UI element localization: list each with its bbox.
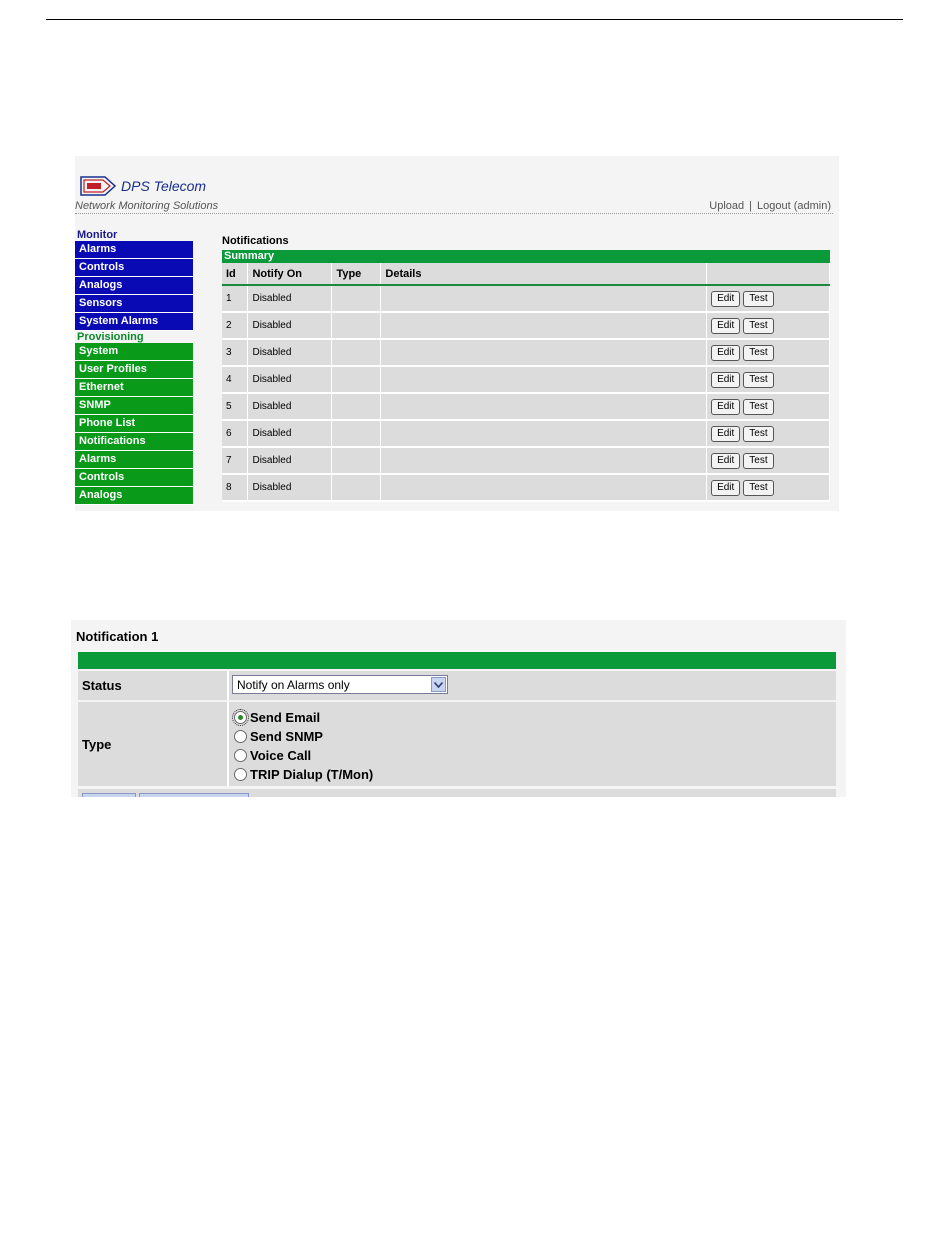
type-option-send-snmp[interactable] [234, 727, 373, 746]
cell-notify-on: Disabled [248, 474, 332, 501]
test-button[interactable]: Test [743, 345, 773, 361]
cell-details [381, 339, 707, 366]
notifications-table [222, 263, 830, 502]
table-row [222, 393, 830, 420]
test-button[interactable]: Test [743, 372, 773, 388]
cell-id: 7 [222, 447, 248, 474]
notification-edit-screenshot [71, 620, 846, 797]
cell-actions [707, 447, 830, 474]
table-row [222, 339, 830, 366]
cell-notify-on: Disabled [248, 420, 332, 447]
edit-button[interactable]: Edit [711, 426, 740, 442]
radio-send-snmp[interactable] [234, 730, 247, 743]
nav-item-prov-ethernet[interactable]: Ethernet [75, 379, 193, 397]
status-select-value: Notify on Alarms only [237, 678, 350, 692]
nav-item-prov-phone-list[interactable]: Phone List [75, 415, 193, 433]
type-option-label: Voice Call [250, 748, 312, 763]
status-row [78, 671, 836, 700]
type-option-label: TRIP Dialup (T/Mon) [250, 767, 374, 782]
cell-type [332, 339, 381, 366]
cell-type [332, 366, 381, 393]
cell-actions [707, 393, 830, 420]
row-divider [227, 702, 229, 786]
nav-item-monitor-system-alarms[interactable]: System Alarms [75, 313, 193, 331]
cell-actions [707, 285, 830, 312]
type-option-trip-dialup[interactable] [234, 765, 373, 784]
cell-details [381, 393, 707, 420]
dps-logo-icon [79, 175, 117, 197]
nav-item-prov-notifications[interactable]: Notifications [75, 433, 193, 451]
table-row [222, 474, 830, 501]
edit-button[interactable]: Edit [711, 345, 740, 361]
cell-details [381, 420, 707, 447]
test-button[interactable]: Test [743, 480, 773, 496]
nav-item-prov-alarms[interactable]: Alarms [75, 451, 193, 469]
nav-item-prov-user-profiles[interactable]: User Profiles [75, 361, 193, 379]
dps-logo [79, 174, 206, 198]
cell-notify-on: Disabled [248, 285, 332, 312]
cell-type [332, 474, 381, 501]
header-links [709, 200, 831, 212]
test-button[interactable]: Test [743, 453, 773, 469]
cell-id: 8 [222, 474, 248, 501]
cell-type [332, 285, 381, 312]
nav-item-monitor-controls[interactable]: Controls [75, 259, 193, 277]
col-header-details: Details [381, 263, 707, 285]
cell-id: 3 [222, 339, 248, 366]
radio-trip-dialup[interactable] [234, 768, 247, 781]
test-button[interactable]: Test [743, 426, 773, 442]
header-divider [75, 213, 833, 214]
nav-item-prov-analogs[interactable]: Analogs [75, 487, 193, 505]
cell-notify-on: Disabled [248, 366, 332, 393]
cell-notify-on: Disabled [248, 312, 332, 339]
cell-actions [707, 420, 830, 447]
test-button[interactable]: Test [743, 399, 773, 415]
cell-id: 1 [222, 285, 248, 312]
tagline: Network Monitoring Solutions [75, 200, 219, 212]
col-header-actions [707, 263, 830, 285]
status-label: Status [82, 678, 122, 693]
page-title: Notifications [222, 235, 289, 247]
cell-actions [707, 474, 830, 501]
logout-link[interactable]: Logout (admin) [757, 200, 831, 212]
edit-button[interactable]: Edit [711, 372, 740, 388]
notification-title: Notification 1 [76, 629, 159, 644]
test-button[interactable]: Test [743, 318, 773, 334]
type-row [78, 702, 836, 786]
nav-item-prov-controls[interactable]: Controls [75, 469, 193, 487]
status-select[interactable] [232, 675, 448, 694]
type-option-label: Send SNMP [250, 729, 323, 744]
col-header-notify-on: Notify On [248, 263, 332, 285]
table-row [222, 285, 830, 312]
cell-id: 6 [222, 420, 248, 447]
cell-details [381, 312, 707, 339]
cell-details [381, 366, 707, 393]
cell-details [381, 474, 707, 501]
type-option-send-email[interactable] [234, 708, 373, 727]
cell-id: 5 [222, 393, 248, 420]
cell-type [332, 420, 381, 447]
main-content [222, 234, 830, 502]
table-row [222, 420, 830, 447]
edit-button[interactable]: Edit [711, 453, 740, 469]
cell-id: 4 [222, 366, 248, 393]
cell-notify-on: Disabled [248, 447, 332, 474]
col-header-id: Id [222, 263, 248, 285]
edit-button[interactable]: Edit [711, 480, 740, 496]
table-row [222, 447, 830, 474]
type-option-voice-call[interactable] [234, 746, 373, 765]
cell-actions [707, 312, 830, 339]
summary-bar: Summary [222, 250, 830, 263]
col-header-type: Type [332, 263, 381, 285]
cell-notify-on: Disabled [248, 393, 332, 420]
cell-details [381, 285, 707, 312]
row-divider [227, 671, 229, 700]
nav-item-monitor-analogs[interactable]: Analogs [75, 277, 193, 295]
nav-item-monitor-sensors[interactable]: Sensors [75, 295, 193, 313]
nav-heading-monitor: Monitor [77, 229, 118, 241]
secondary-button-partial[interactable] [139, 793, 249, 797]
cell-type [332, 393, 381, 420]
edit-button[interactable]: Edit [711, 291, 740, 307]
nav-item-prov-snmp[interactable]: SNMP [75, 397, 193, 415]
table-row [222, 366, 830, 393]
type-radio-group [234, 708, 373, 784]
cell-actions [707, 366, 830, 393]
edit-button[interactable]: Edit [711, 399, 740, 415]
radio-voice-call[interactable] [234, 749, 247, 762]
type-option-label: Send Email [250, 710, 321, 725]
type-label: Type [82, 737, 112, 752]
cell-id: 2 [222, 312, 248, 339]
radio-send-email[interactable] [234, 711, 247, 724]
nav-heading-provisioning: Provisioning [77, 331, 144, 343]
table-header-row [222, 263, 830, 285]
test-button[interactable]: Test [743, 291, 773, 307]
nav-item-monitor-alarms[interactable]: Alarms [75, 241, 193, 259]
edit-button[interactable]: Edit [711, 318, 740, 334]
page-top-rule [46, 19, 903, 20]
notifications-summary-screenshot [75, 156, 839, 511]
cell-details [381, 447, 707, 474]
save-button-partial[interactable] [82, 793, 136, 797]
cell-notify-on: Disabled [248, 339, 332, 366]
cell-type [332, 312, 381, 339]
chevron-down-icon[interactable] [431, 677, 446, 692]
cell-actions [707, 339, 830, 366]
link-separator: | [749, 200, 752, 212]
table-row [222, 312, 830, 339]
brand-name: DPS Telecom [121, 178, 207, 194]
cell-type [332, 447, 381, 474]
sidebar-nav [75, 229, 193, 505]
notification-header-bar [78, 652, 836, 669]
nav-item-prov-system[interactable]: System [75, 343, 193, 361]
upload-link[interactable]: Upload [709, 200, 745, 212]
